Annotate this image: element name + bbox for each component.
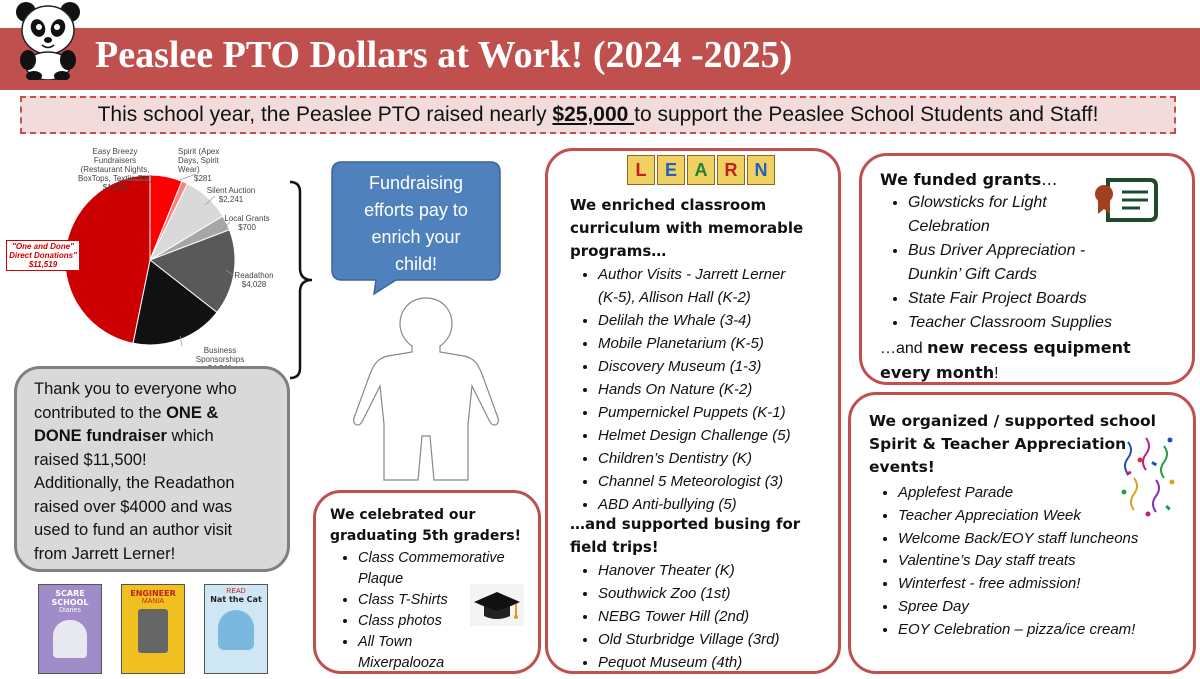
- learn-blocks-icon: [627, 155, 777, 187]
- list-item: • Class T-Shirts: [358, 590, 568, 611]
- list-item: • Teacher Appreciation Week: [898, 505, 1200, 528]
- list-item: • All Town: [358, 632, 568, 653]
- bubble-text: Fundraising efforts pay to enrich your child!: [364, 173, 468, 274]
- slice-label-spirit: Spirit (Apex Days, Spirit Wear) $281: [178, 147, 220, 183]
- list-item: • Channel 5 Meteorologist (3): [598, 470, 876, 493]
- slice-label-grants: Local Grants $700: [224, 214, 270, 232]
- list-item: • Delilah the Whale (3-4): [598, 309, 876, 332]
- spirit-heading: We organized / supported school Spirit & Teacher Appreciation events!: [869, 412, 1156, 476]
- list-item: • Valentine’s Day staff treats: [898, 550, 1200, 573]
- learn-block: E: [657, 155, 685, 185]
- graduates-heading: We celebrated our graduating 5th graders!: [330, 507, 521, 544]
- grants-list: [870, 191, 1200, 335]
- learn-block: N: [747, 155, 775, 185]
- list-item: • Helmet Design Challenge (5): [598, 424, 876, 447]
- list-item: • Pumpernickel Puppets (K-1): [598, 401, 876, 424]
- list-item-continued: Plaque: [358, 571, 404, 587]
- thank-you-text: Thank you to everyone who contributed to the ONE & DONE fundraiser which raised $11,500! Additionally, the Readathon raised over $4000 and was used to fund an author visit from Jarrett Lerner!: [34, 380, 237, 563]
- list-item: • Glowsticks for Light: [908, 191, 1200, 215]
- list-item: • Hands On Nature (K-2): [598, 378, 876, 401]
- book-cover-engineer: ENGINEER MANIA: [121, 584, 185, 674]
- list-item: • Old Sturbridge Village (3rd): [598, 628, 876, 651]
- list-item: • EOY Celebration – pizza/ice cream!: [898, 619, 1200, 642]
- brace-connector: [286, 180, 322, 380]
- raised-text: This school year, the Peaslee PTO raised nearly $25,000 to support the Peaslee School Students and Staff!: [97, 103, 1099, 126]
- list-item: • Applefest Parade: [898, 482, 1200, 505]
- list-item: • Children’s Dentistry (K): [598, 447, 876, 470]
- list-item: • ABD Anti-bullying (5): [598, 493, 876, 516]
- list-item: • NEBG Tower Hill (2nd): [598, 605, 876, 628]
- grants-heading: We funded grants…: [880, 170, 1058, 189]
- list-item: • Discovery Museum (1-3): [598, 355, 876, 378]
- list-item: • Mobile Planetarium (K-5): [598, 332, 876, 355]
- recess-equipment-text: …and new recess equipment every month!: [880, 338, 1131, 382]
- slice-label-easy: Easy Breezy Fundraisers (Restaurant Nights, BoxTops, Textile Bin) $1,506: [77, 147, 153, 192]
- busing-heading: …and supported busing for field trips!: [570, 515, 801, 556]
- book-cover-scare-school: SCARE SCHOOL Diaries: [38, 584, 102, 674]
- list-item-continued: Celebration: [908, 218, 990, 235]
- learn-block: A: [687, 155, 715, 185]
- list-item: • Bus Driver Appreciation -: [908, 239, 1200, 263]
- slice-label-donations: "One and Done" Direct Donations" $11,519: [6, 240, 80, 271]
- list-item: • State Fair Project Boards: [908, 287, 1200, 311]
- list-item: • Southwick Zoo (1st): [598, 582, 876, 605]
- list-item: • Welcome Back/EOY staff luncheons: [898, 528, 1200, 551]
- list-item: • Winterfest - free admission!: [898, 573, 1200, 596]
- list-item-continued: Mixerpalooza: [358, 655, 445, 671]
- page-title: Peaslee PTO Dollars at Work! (2024 -2025): [95, 34, 793, 76]
- learn-heading: We enriched classroom curriculum with memorable programs…: [570, 196, 804, 260]
- list-item-continued: Dunkin’ Gift Cards: [908, 266, 1037, 283]
- book-cover-nat-the-cat: READ Nat the Cat: [204, 584, 268, 674]
- graduates-list: [320, 548, 568, 674]
- list-item: • Hanover Theater (K): [598, 559, 876, 582]
- child-outline-icon: [348, 294, 504, 484]
- programs-list: [560, 263, 876, 516]
- spirit-list: [860, 482, 1200, 642]
- field-trips-list: [560, 559, 876, 674]
- slice-label-readathon: Readathon $4,028: [234, 271, 274, 289]
- learn-block: L: [627, 155, 655, 185]
- panda-icon: [14, 0, 82, 80]
- graduation-cap-icon: [470, 584, 524, 626]
- list-item: • Spree Day: [898, 596, 1200, 619]
- list-item: • Class Commemorative: [358, 548, 568, 569]
- list-item: • Class photos: [358, 611, 568, 632]
- list-item: • Teacher Classroom Supplies: [908, 311, 1200, 335]
- slice-label-auction: Silent Auction $2,241: [206, 186, 256, 204]
- list-item-continued: (K-5), Allison Hall (K-2): [598, 289, 751, 306]
- list-item: • Author Visits - Jarrett Lerner: [598, 263, 876, 286]
- list-item: • Pequot Museum (4th): [598, 651, 876, 674]
- slice-label-business: Business Sponsorships: [195, 346, 245, 364]
- learn-block: R: [717, 155, 745, 185]
